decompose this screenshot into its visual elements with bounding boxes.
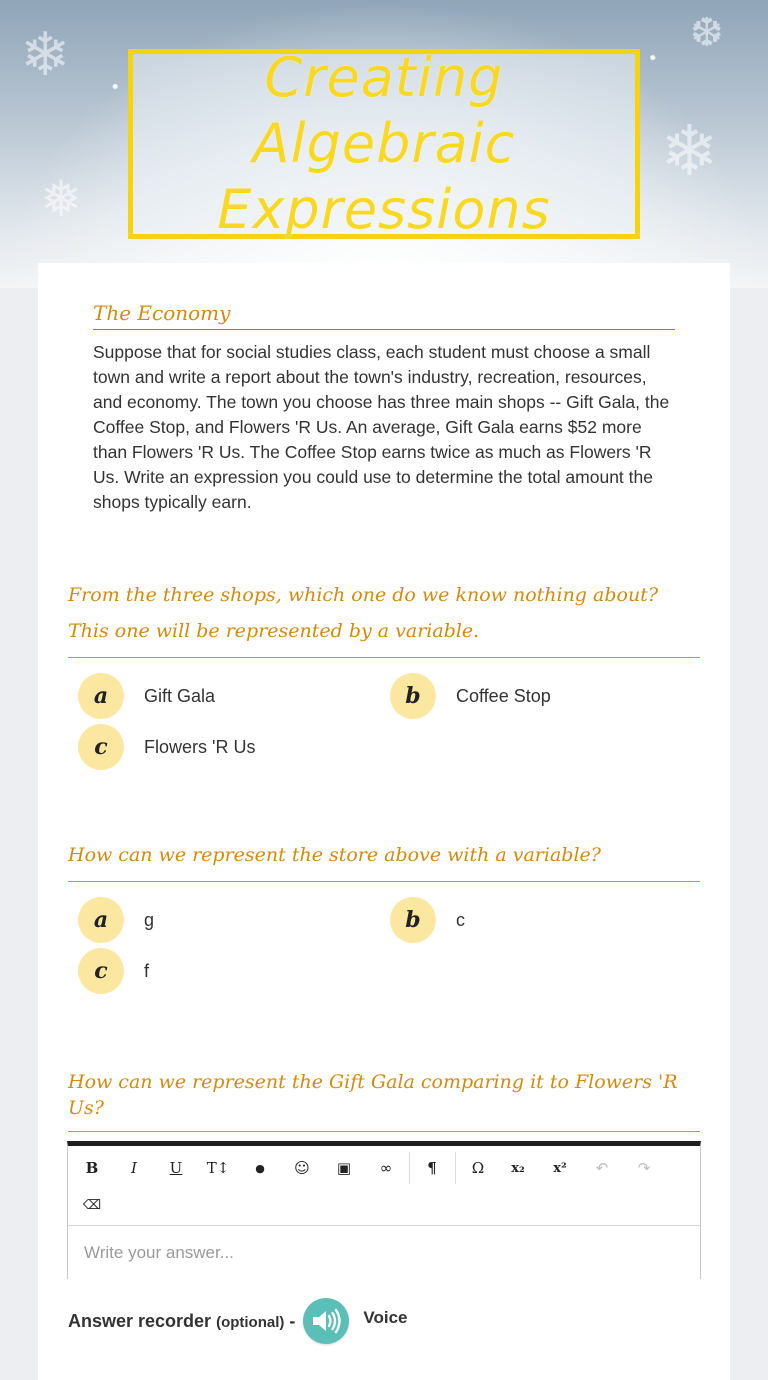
voice-record-button[interactable] xyxy=(303,1298,349,1344)
choice-label: f xyxy=(144,960,150,981)
intro-heading: The Economy xyxy=(93,301,675,330)
choice-label: Flowers 'R Us xyxy=(144,736,256,757)
choice-label: Gift Gala xyxy=(144,685,216,706)
underline-button[interactable]: U xyxy=(169,1159,183,1177)
choice-label: g xyxy=(144,909,155,930)
editor-toolbar xyxy=(68,1146,700,1226)
snowflake-icon: ❄ xyxy=(20,20,71,90)
q2-choice-b[interactable] xyxy=(390,897,465,943)
rich-text-editor xyxy=(67,1141,701,1279)
undo-icon[interactable]: ↶ xyxy=(595,1159,609,1177)
choice-label: c xyxy=(456,909,465,930)
choice-label: Coffee Stop xyxy=(456,685,551,706)
title-box xyxy=(128,46,640,241)
q1-choice-c[interactable] xyxy=(78,724,255,770)
snowflake-icon: ❆ xyxy=(690,10,724,56)
link-icon[interactable]: ∞ xyxy=(379,1159,393,1177)
voice-label[interactable]: Voice xyxy=(363,1308,408,1327)
choice-letter: a xyxy=(78,897,124,943)
recorder-optional-text: (optional) xyxy=(216,1313,285,1331)
choice-letter: c xyxy=(78,948,124,994)
answer-input[interactable] xyxy=(68,1227,700,1279)
speaker-icon xyxy=(311,1308,341,1334)
choice-letter: c xyxy=(78,724,124,770)
recorder-label xyxy=(68,1311,295,1332)
choice-letter: a xyxy=(78,673,124,719)
clear-formatting-icon[interactable]: ⌫ xyxy=(82,1197,102,1213)
subscript-button[interactable]: x₂ xyxy=(511,1160,525,1176)
recorder-dash: - xyxy=(289,1310,296,1331)
toolbar-divider xyxy=(409,1152,410,1184)
worksheet-card xyxy=(38,263,730,1380)
q2-choice-c[interactable] xyxy=(78,948,149,994)
special-characters-icon[interactable]: Ω xyxy=(471,1159,485,1177)
snowflake-icon: ❅ xyxy=(40,170,82,228)
italic-button[interactable]: I xyxy=(131,1159,137,1177)
header-banner xyxy=(0,0,768,288)
bold-button[interactable]: B xyxy=(85,1159,99,1177)
text-color-icon[interactable]: ● xyxy=(255,1161,265,1175)
question-2-title: How can we represent the store above with a variable? xyxy=(68,837,700,882)
paragraph-direction-icon[interactable]: ¶ xyxy=(427,1159,437,1177)
image-icon[interactable]: ▣ xyxy=(336,1159,352,1177)
q2-choice-a[interactable] xyxy=(78,897,154,943)
q1-choice-a[interactable] xyxy=(78,673,215,719)
answer-recorder xyxy=(68,1298,408,1344)
text-size-button[interactable]: T↕ xyxy=(206,1159,230,1177)
snowflake-icon: ❄ xyxy=(660,110,719,192)
superscript-button[interactable]: x² xyxy=(553,1160,567,1176)
question-3-title: How can we represent the Gift Gala comparing it to Flowers 'R Us? xyxy=(68,1067,700,1132)
choice-letter: b xyxy=(390,673,436,719)
recorder-label-text: Answer recorder xyxy=(68,1310,212,1331)
intro-text: Suppose that for social studies class, each student must choose a small town and write a report about the town's industry, recreation, resources, and economy. The town you choose has three main shops -- Gift Gala, the Coffee Stop, and Flowers 'R Us. An average, Gift Gala earns $52 more than Flowers 'R Us. The Coffee Stop earns twice as much as Flowers 'R Us. Write an expression you could use to determine the total amount the shops typically earn. xyxy=(93,342,670,512)
choice-letter: b xyxy=(390,897,436,943)
redo-icon[interactable]: ↷ xyxy=(637,1159,651,1177)
page-title: Creating Algebraic Expressions xyxy=(217,46,551,241)
q1-choice-b[interactable] xyxy=(390,673,551,719)
emoji-icon[interactable]: ☺ xyxy=(294,1159,310,1177)
toolbar-divider xyxy=(455,1152,456,1184)
question-1-title: From the three shops, which one do we know nothing about? This one will be represented by a variable. xyxy=(68,577,700,658)
